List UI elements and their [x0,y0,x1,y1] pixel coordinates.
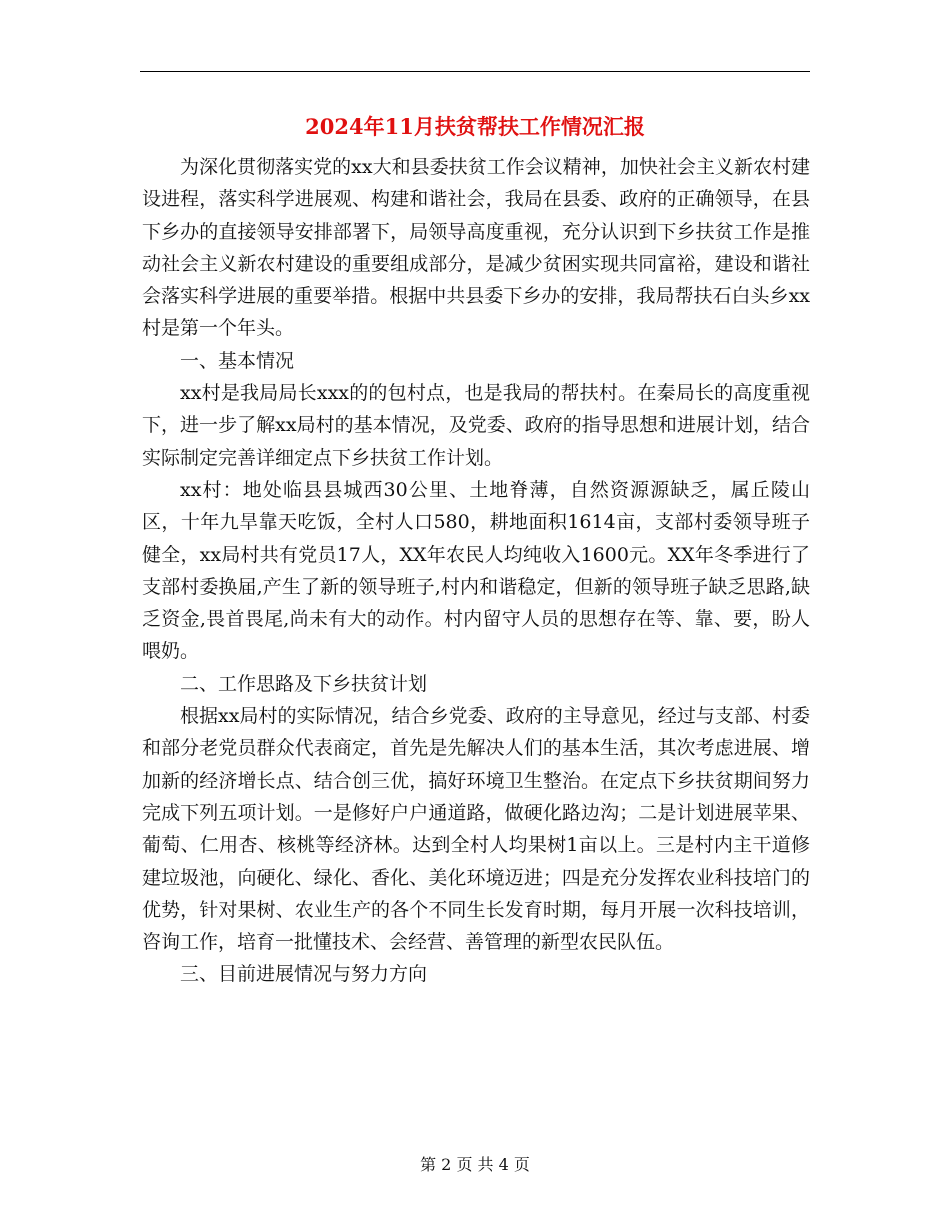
section-heading-progress: 三、目前进展情况与努力方向 [180,963,428,986]
village-profile-paragraph: xx村：地处临县县城西30公里、土地脊薄，自然资源源缺乏，属丘陵山区，十年九旱靠天吃饭，全村人口580，耕地面积1614亩，支部村委领导班子健全，xx局村共有党员17人，XX年农民人均纯收入1600元。XX年冬季进行了支部村委换届,产生了新的领导班子,村内和谐稳定，但新的领导班子缺乏思路,缺乏资金,畏首畏尾,尚未有大的动作。村内留守人员的思想存在等、靠、要，盼人喂奶。 [142,478,810,663]
work-plan-paragraph: 根据xx局村的实际情况，结合乡党委、政府的主导意见，经过与支部、村委和部分老党员群众代表商定，首先是先解决人们的基本生活，其次考虑进展、增加新的经济增长点、结合创三优，搞好环境卫生整治。在定点下乡扶贫期间努力完成下列五项计划。一是修好户户通道路，做硬化路边沟；二是计划进展苹果、葡萄、仁用杏、核桃等经济林。达到全村人均果树1亩以上。三是村内主干道修建垃圾池，向硬化、绿化、香化、美化环境迈进；四是充分发挥农业科技培门的优势，针对果树、农业生产的各个不同生长发育时期，每月开展一次科技培训，咨询工作，培育一批懂技术、会经营、善管理的新型农民队伍。 [142,705,810,954]
intro-paragraph: 为深化贯彻落实党的xx大和县委扶贫工作会议精神，加快社会主义新农村建设进程，落实科学进展观、构建和谐社会，我局在县委、政府的正确领导，在县下乡办的直接领导安排部署下，局领导高度重视，充分认识到下乡扶贫工作是推动社会主义新农村建设的重要组成部分，是减少贫困实现共同富裕，建设和谐社会落实科学进展的重要举措。根据中共县委下乡办的安排，我局帮扶石白头乡xx村是第一个年头。 [142,156,810,340]
page-number-footer: 第 2 页 共 4 页 [420,1155,530,1174]
section-heading-work-plan: 二、工作思路及下乡扶贫计划 [180,672,428,695]
header-rule [140,71,810,72]
basic-situation-paragraph: xx村是我局局长xxx的的包村点，也是我局的帮扶村。在秦局长的高度重视下，进一步了解xx局村的基本情况，及党委、政府的指导思想和进展计划，结合实际制定完善详细定点下乡扶贫工作计划。 [142,382,810,469]
document-body [142,151,810,991]
document-title: 2024年11月扶贫帮扶工作情况汇报 [305,114,645,139]
section-heading-basic-situation: 一、基本情况 [180,349,295,372]
